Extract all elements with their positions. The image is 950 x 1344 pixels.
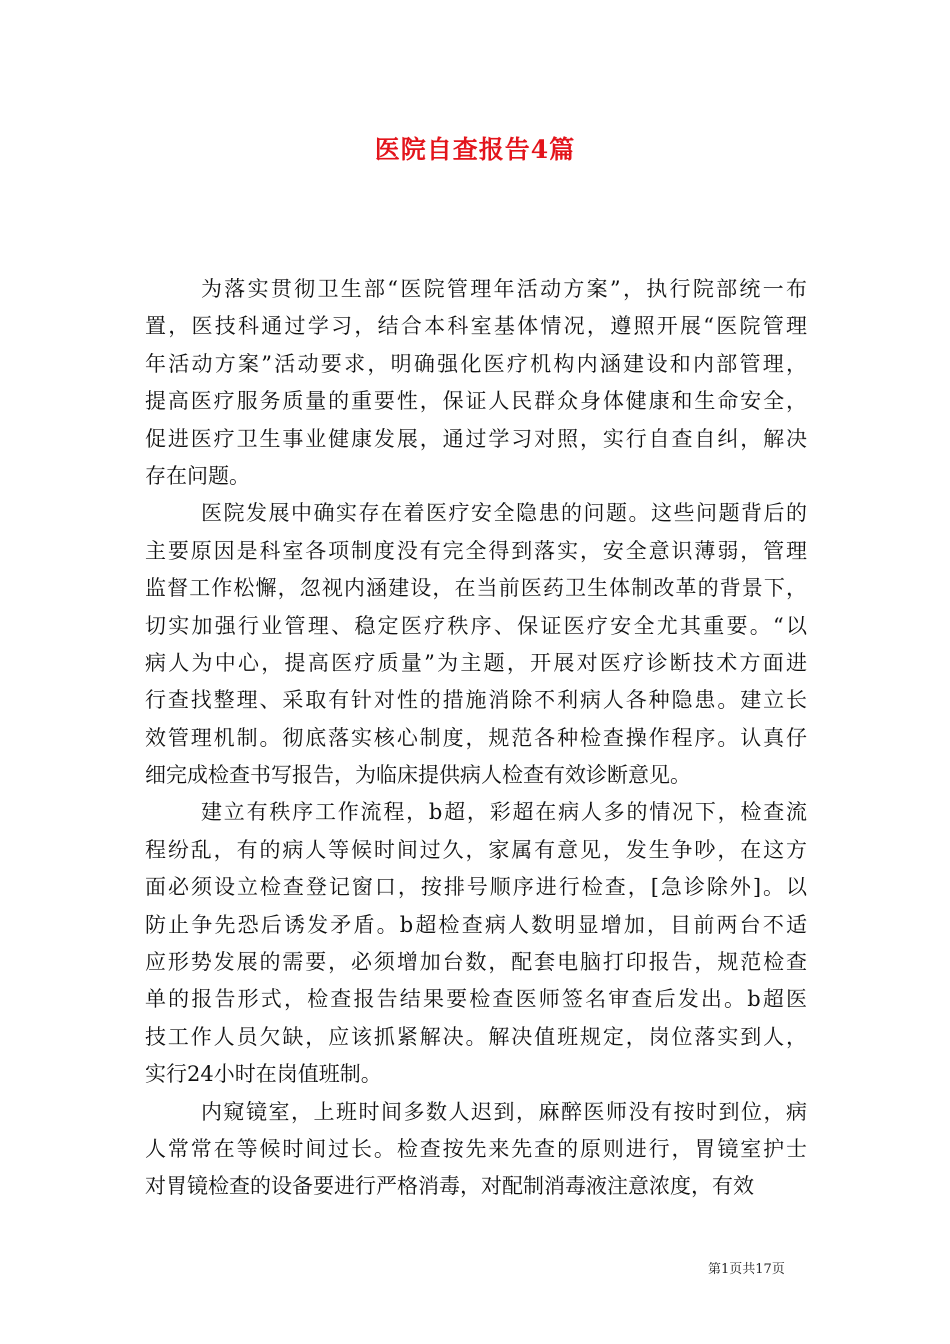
paragraph-line: 提高医疗服务质量的重要性，保证人民群众身体健康和生命安全， — [145, 389, 807, 414]
document-title: 医院自查报告4篇 — [374, 135, 576, 164]
paragraph — [145, 495, 807, 794]
paragraph-line: 实行24小时在岗值班制。 — [145, 1062, 382, 1087]
document-body — [145, 271, 807, 1206]
paragraph — [145, 271, 807, 495]
paragraph-line: 效管理机制。彻底落实核心制度，规范各种检查操作程序。认真仔 — [145, 725, 807, 750]
paragraph-line: 技工作人员欠缺，应该抓紧解决。解决值班规定，岗位落实到人， — [145, 1024, 807, 1049]
paragraph-line: 监督工作松懈，忽视内涵建设，在当前医药卫生体制改革的背景下， — [145, 576, 807, 601]
paragraph-line: 存在问题。 — [145, 463, 250, 488]
paragraph-line: 程纷乱，有的病人等候时间过久，家属有意见，发生争吵，在这方 — [145, 837, 807, 862]
paragraph-line: 病人为中心，提高医疗质量”为主题，开展对医疗诊断技术方面进 — [145, 650, 807, 675]
paragraph-line: 年活动方案”活动要求，明确强化医疗机构内涵建设和内部管理， — [145, 351, 807, 376]
paragraph — [145, 1094, 807, 1206]
paragraph-line: 行查找整理、采取有针对性的措施消除不利病人各种隐患。建立长 — [145, 688, 807, 713]
paragraph-line: 置，医技科通过学习，结合本科室基体情况，遵照开展“医院管理 — [145, 314, 807, 339]
paragraph-line: 促进医疗卫生事业健康发展，通过学习对照，实行自查自纠，解决 — [145, 426, 807, 451]
paragraph-line: 主要原因是科室各项制度没有完全得到落实，安全意识薄弱，管理 — [145, 538, 807, 563]
paragraph-line: 内窥镜室，上班时间多数人迟到，麻醉医师没有按时到位，病 — [201, 1099, 807, 1124]
paragraph-line: 单的报告形式，检查报告结果要检查医师签名审查后发出。b超医 — [145, 987, 807, 1012]
paragraph-line: 对胃镜检查的设备要进行严格消毒，对配制消毒液注意浓度，有效 — [145, 1174, 754, 1199]
paragraph-line: 医院发展中确实存在着医疗安全隐患的问题。这些问题背后的 — [201, 501, 807, 526]
paragraph-line: 应形势发展的需要，必须增加台数，配套电脑打印报告，规范检查 — [145, 950, 807, 975]
paragraph-line: 细完成检查书写报告，为临床提供病人检查有效诊断意见。 — [145, 763, 691, 788]
page-number-footer: 第1页共17页 — [708, 1262, 785, 1277]
paragraph-line: 人常常在等候时间过长。检查按先来先查的原则进行，胃镜室护士 — [145, 1136, 807, 1161]
paragraph — [145, 794, 807, 1093]
paragraph-line: 建立有秩序工作流程，b超，彩超在病人多的情况下，检查流 — [201, 800, 807, 825]
paragraph-line: 切实加强行业管理、稳定医疗秩序、保证医疗安全尤其重要。“以 — [145, 613, 807, 638]
paragraph-line: 为落实贯彻卫生部“医院管理年活动方案”，执行院部统一布 — [201, 277, 807, 301]
paragraph-line: 面必须设立检查登记窗口，按排号顺序进行检查，[急诊除外]。以 — [145, 875, 807, 900]
paragraph-line: 防止争先恐后诱发矛盾。b超检查病人数明显增加，目前两台不适 — [145, 912, 807, 937]
